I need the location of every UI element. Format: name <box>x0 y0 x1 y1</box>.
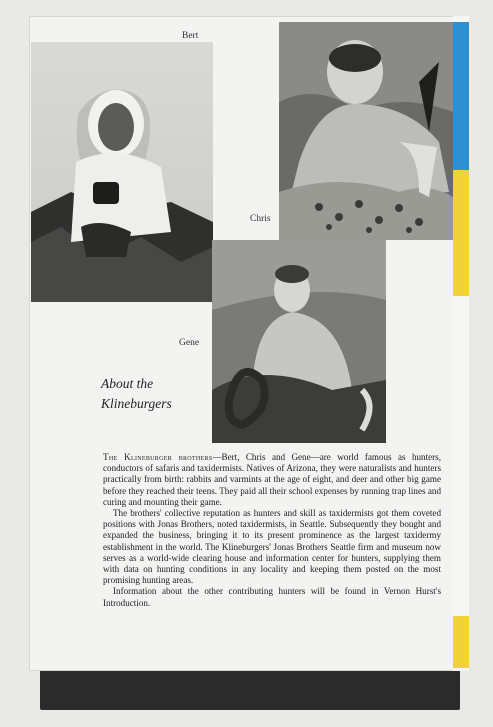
book-shadow <box>40 668 460 710</box>
photo-chris <box>279 22 453 240</box>
caption-chris: Chris <box>250 214 271 224</box>
caption-bert: Bert <box>182 31 199 41</box>
section-heading <box>101 374 221 414</box>
spine-blue-stripe <box>453 22 469 170</box>
photo-bert <box>31 42 213 302</box>
spine-yellow-stripe <box>453 170 469 296</box>
spine-yellow-stripe-bottom <box>453 616 469 668</box>
bio-lead: The Klineburger brothers <box>103 452 213 462</box>
spine-edge <box>453 16 469 671</box>
heading-line-2: Klineburgers <box>101 396 172 411</box>
heading-line-1: About the <box>101 376 154 391</box>
bio-paragraph-3: Information about the other contributing hunters will be found in Vernon Hurst's Introduction. <box>103 586 441 608</box>
photo-gene <box>212 240 386 443</box>
caption-gene: Gene <box>179 338 200 348</box>
bio-paragraph-2: The brothers' collective reputation as hunters and skill as taxidermists got them coveted positions with Jonas Brothers, noted taxidermists, in Seattle. Subsequently they bought and expanded the business, bringing it to its present prominence as the largest taxidermy establishment in the world. The Klineburgers' Jonas Brothers Seattle firm and museum now serves as a world-wide clearing house and information center for hunters, supplying them with data on hunting conditions in any locality and keeping them posted on the most promising hunting areas. <box>103 508 441 586</box>
bio-paragraph-1-body: —Bert, Chris and Gene—are world famous as hunters, conductors of safaris and taxidermists. Natives of Arizona, they were naturalists and hunters practically from birth: rabbits and varmints at the age of eight, and deer and other big game before they reached their teens. They paid all their school expenses by running trap lines and curing and mounting their game. <box>103 452 441 507</box>
bio-text <box>103 452 441 609</box>
bio-paragraph-1 <box>103 452 441 508</box>
book-back-cover <box>29 16 469 671</box>
